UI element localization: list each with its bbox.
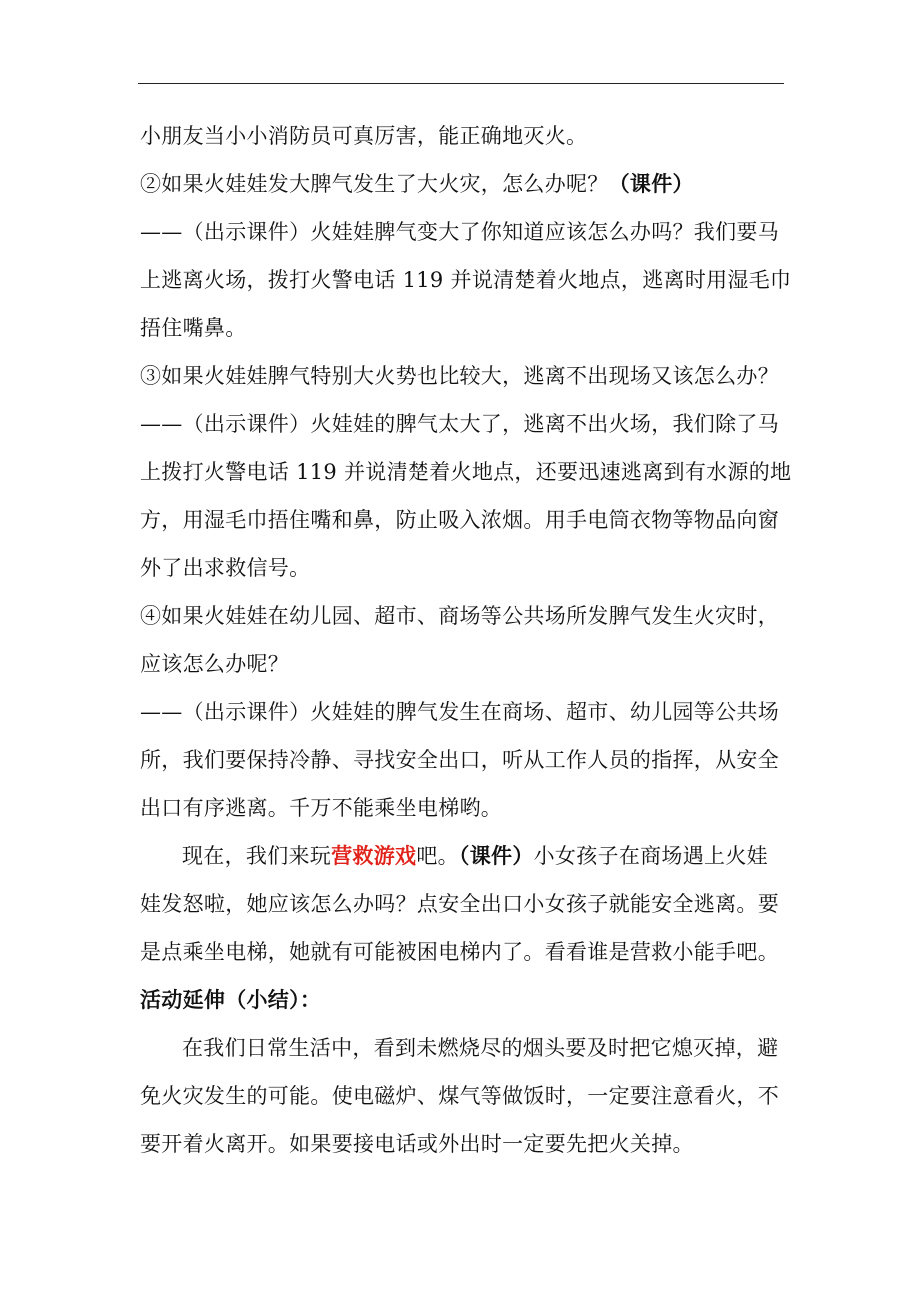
game-paragraph-line: 现在，我们来玩营救游戏吧。（课件）小女孩子在商场遇上火娃 [182,843,768,868]
courseware-tag: （课件） [608,171,694,196]
answer-2-line: 上逃离火场，拨打火警电话 119 并说清楚着火地点，逃离时用湿毛巾 [140,268,792,292]
answer-3-line: ——（出示课件）火娃娃的脾气太大了，逃离不出火场，我们除了马 [140,412,779,436]
document-body [140,112,792,1168]
answer-3-line: 外了出求救信号。 [140,556,311,580]
courseware-tag: （课件） [458,843,534,868]
answer-4-line: 出口有序逃离。千万不能乘坐电梯哟。 [140,796,503,820]
header-rule [138,83,784,84]
answer-4-line: 所，我们要保持冷静、寻找安全出口，听从工作人员的指挥，从安全 [140,748,779,772]
answer-3-line: 方，用湿毛巾捂住嘴和鼻，防止吸入浓烟。用手电筒衣物等物品向窗 [140,508,779,532]
summary-paragraph-line: 免火灾发生的可能。使电磁炉、煤气等做饭时，一定要注意看火，不 [140,1084,779,1108]
rescue-game-highlight: 营救游戏 [331,843,417,868]
answer-4-line: ——（出示课件）火娃娃的脾气发生在商场、超市、幼儿园等公共场 [140,700,779,724]
question-4: 应该怎么办呢？ [140,652,290,676]
answer-3-line: 上拨打火警电话 119 并说清楚着火地点，还要迅速逃离到有水源的地 [140,460,792,484]
question-4: ④如果火娃娃在幼儿园、超市、商场等公共场所发脾气发生火灾时， [140,604,779,628]
game-paragraph-line: 是点乘坐电梯，她就有可能被困电梯内了。看看谁是营救小能手吧。 [140,940,779,964]
answer-2-line: ——（出示课件）火娃娃脾气变大了你知道应该怎么办吗？我们要马 [140,220,779,244]
question-3: ③如果火娃娃脾气特别大火势也比较大，逃离不出现场又该怎么办？ [140,364,779,388]
question-2: ②如果火娃娃发大脾气发生了大火灾，怎么办呢？（课件） [140,171,694,196]
summary-paragraph-line: 在我们日常生活中，看到未燃烧尽的烟头要及时把它熄灭掉，避 [182,1036,779,1060]
game-paragraph-line: 娃发怒啦，她应该怎么办吗？点安全出口小女孩子就能安全逃离。要 [140,892,779,916]
answer-2-line: 捂住嘴鼻。 [140,316,247,340]
summary-paragraph-line: 要开着火离开。如果要接电话或外出时一定要先把火关掉。 [140,1132,694,1156]
section-heading: 活动延伸（小结）： [140,987,322,1012]
paragraph-line: 小朋友当小小消防员可真厉害，能正确地灭火。 [140,124,588,148]
